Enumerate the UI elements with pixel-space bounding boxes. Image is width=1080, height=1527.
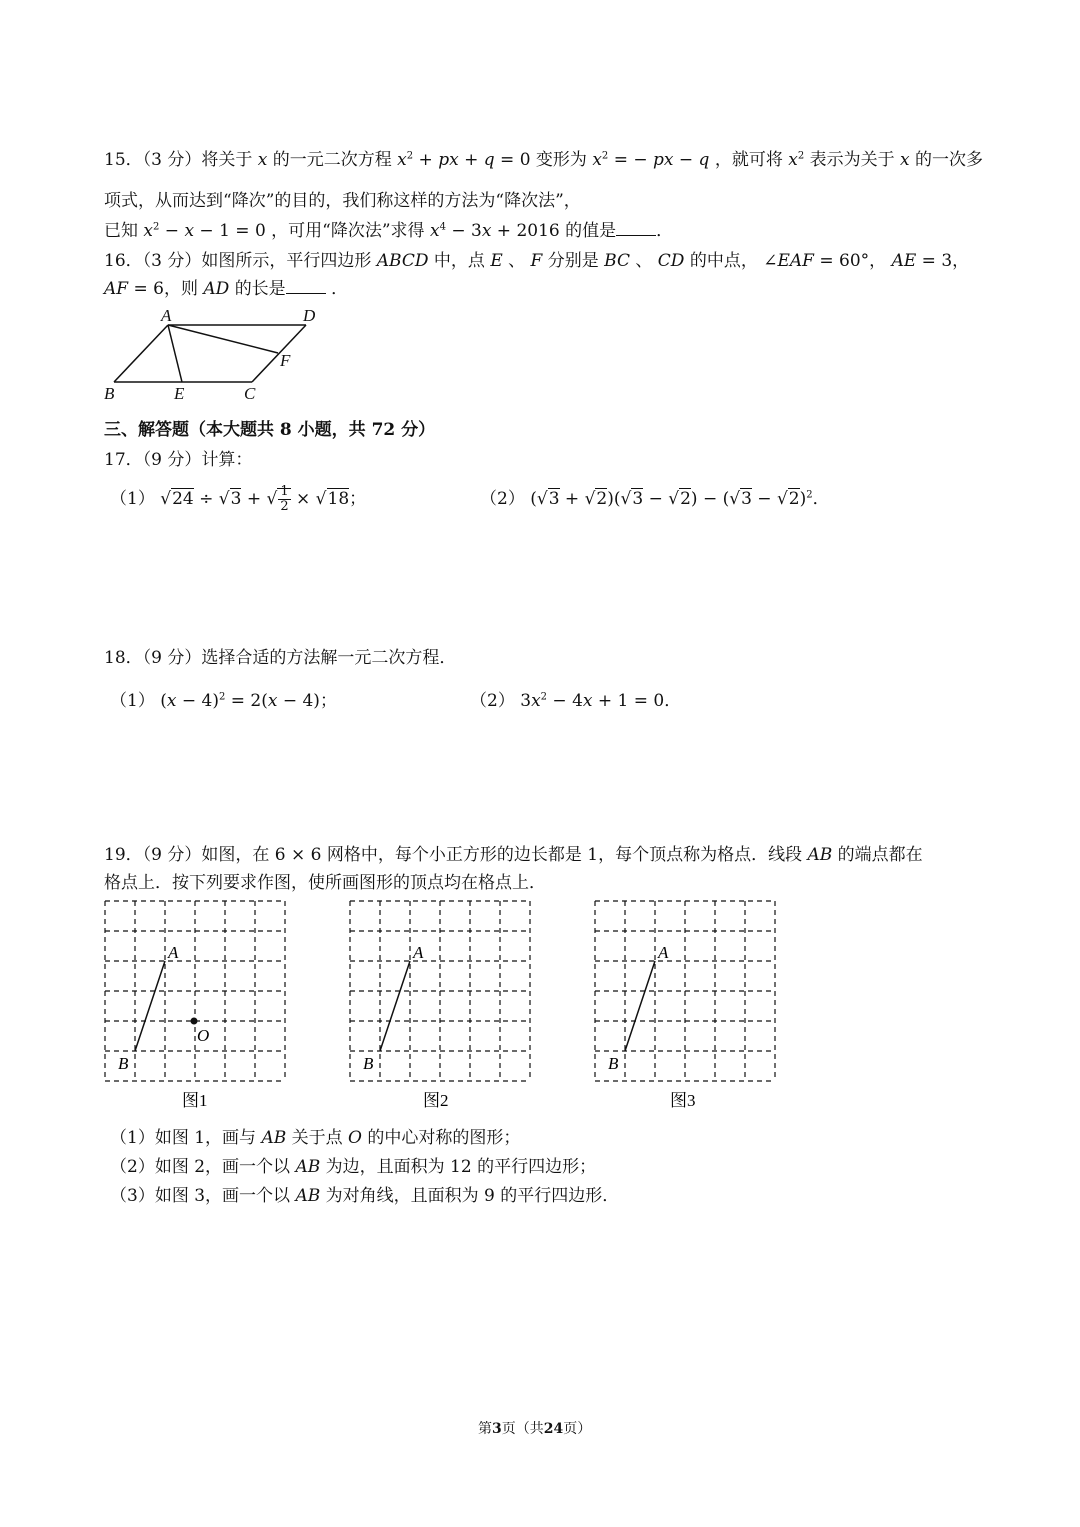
side-ab xyxy=(114,325,168,382)
q18-part1: （1） $(x - 4)^2 = 2(x - 4)$； xyxy=(110,691,337,711)
label-b: B xyxy=(608,1054,619,1073)
q19-line2: 格点上．按下列要求作图，使所画图形的顶点均在格点上． xyxy=(104,873,546,893)
answer-blank xyxy=(286,279,326,294)
label-f: F xyxy=(280,351,291,370)
label-a: A xyxy=(658,943,669,962)
segment-af xyxy=(168,325,278,353)
q16-line1: 16．（3 分）如图所示，平行四边形 ABCD 中，点 E 、 F 分别是 BC 、 CD 的中点， ∠EAF = 60°， AE = 3， xyxy=(104,251,970,271)
label-b: B xyxy=(363,1054,374,1073)
point-o xyxy=(191,1018,198,1025)
grid-figure-3 xyxy=(588,895,788,1115)
figure-caption: 图3 xyxy=(670,1091,696,1110)
q17-part2: （2） $(√3 + √2)(√3 - √2) - (√3 - √2)^2$． xyxy=(480,489,830,509)
q19-line1: 19．（9 分）如图，在 6 × 6 网格中，每个小正方形的边长都是 1，每个顶点称为格点．线段 AB 的端点都在 xyxy=(104,845,923,865)
label-b: B xyxy=(118,1054,129,1073)
q19-task3: （3）如图 3，画一个以 AB 为对角线，且面积为 9 的平行四边形． xyxy=(110,1186,620,1206)
label-a: A xyxy=(168,943,179,962)
q15-line2: 项式，从而达到“降次”的目的，我们称这样的方法为“降次法”， xyxy=(104,191,581,211)
answer-blank xyxy=(616,221,656,236)
side-cd xyxy=(252,325,306,382)
q17-title: 17．（9 分）计算： xyxy=(104,450,253,470)
label-b: B xyxy=(104,384,115,403)
q15-line1: 15．（3 分）将关于 x 的一元二次方程 $x^2$ + px + q = 0 变形为 $x^2$ = − px − q ，就可将 $x^2$ 表示为关于 x 的一次多 xyxy=(104,150,984,170)
page-number: 3 xyxy=(492,1421,502,1437)
segment-ab xyxy=(135,961,165,1051)
segment-ae xyxy=(168,325,182,382)
label-a: A xyxy=(413,943,424,962)
q18-title: 18．（9 分）选择合适的方法解一元二次方程． xyxy=(104,648,457,668)
segment-ab xyxy=(380,961,410,1051)
segment-ab xyxy=(625,961,655,1051)
parallelogram-figure xyxy=(100,304,340,404)
label-c: C xyxy=(244,384,256,403)
q19-task2: （2）如图 2，画一个以 AB 为边，且面积为 12 的平行四边形； xyxy=(110,1157,597,1177)
q18-part2: （2） $3x^2 - 4x + 1 = 0$． xyxy=(470,691,682,711)
q15-line3: 已知 $x^2 - x - 1 = 0$ ，可用“降次法”求得 $x^4 - 3x + 2016$ 的值是 ． xyxy=(104,221,674,241)
total-pages: 24 xyxy=(543,1421,564,1437)
q19-task1: （1）如图 1，画与 AB 关于点 O 的中心对称的图形； xyxy=(110,1128,521,1148)
q16-line2: AF = 6，则 AD 的长是 ． xyxy=(104,279,349,299)
figure-caption: 图1 xyxy=(182,1091,208,1110)
grid-figure-2 xyxy=(343,895,543,1115)
label-a: A xyxy=(161,306,172,325)
grid-figure-1 xyxy=(98,895,298,1115)
label-o: O xyxy=(197,1026,210,1045)
page-footer: 第3页（共24页） xyxy=(478,1421,592,1437)
figure-caption: 图2 xyxy=(423,1091,449,1110)
label-d: D xyxy=(303,306,316,325)
label-e: E xyxy=(174,384,185,403)
q17-part1: （1） √24 ÷ √3 + √ $\frac{1}{2}$ × √18； xyxy=(110,484,367,514)
section-heading: 三、解答题（本大题共 8 小题，共 72 分） xyxy=(104,420,436,440)
